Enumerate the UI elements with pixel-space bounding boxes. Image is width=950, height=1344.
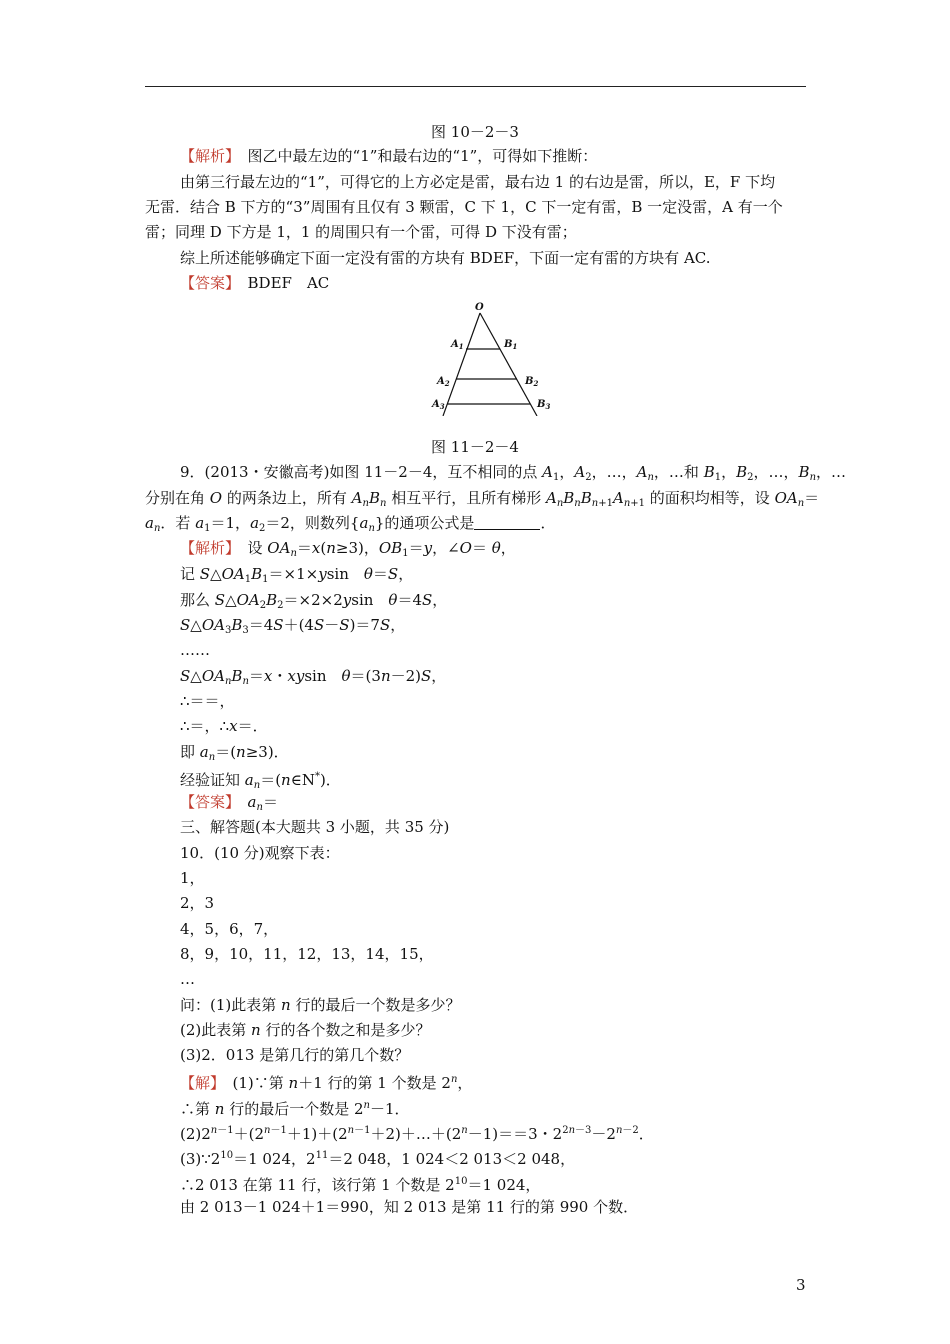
triangle-figure bbox=[425, 298, 560, 416]
answer-blank bbox=[474, 515, 540, 530]
table-row: … bbox=[180, 970, 195, 988]
label-a2: $A_2$ bbox=[437, 376, 450, 388]
answer-tag: 【答案】 bbox=[180, 793, 233, 811]
question-part: 问：(1)此表第 n 行的最后一个数是多少？ bbox=[180, 996, 461, 1014]
question-9-line2: 分别在角 O 的两条边上，所有 $A_nB_n$ 相互平行，且所有梯形 $A_nB_nB_{n+1}A_{n+1}$ 的面积均相等，设 $OA_n=$ bbox=[145, 489, 820, 509]
page-number: 3 bbox=[796, 1276, 806, 1294]
table-row: 4，5，6，7， bbox=[180, 920, 279, 938]
math-line: $S\triangle OA_3B_3=4S+(4S-S)=7S$， bbox=[180, 616, 406, 636]
solution-line: 【解】 (1)∵第 n＋1 行的第 1 个数是 2$^n$， bbox=[180, 1074, 473, 1092]
label-a1: $A_1$ bbox=[451, 339, 464, 351]
analysis-line: 【解析】 设 $OA_n=x(n\ge 3)$，$OB_1=y$，∠O＝ θ， bbox=[180, 539, 516, 559]
text-line: 无雷．结合 B 下方的“3”周围有且仅有 3 颗雷，C 下 1，C 下一定有雷，B 一定没雷，A 有一个 bbox=[145, 198, 783, 216]
figure-caption: 图 11－2－4 bbox=[431, 438, 519, 456]
math-line: 即 $a_n=(n\ge 3)$． bbox=[180, 743, 289, 763]
answer-tag: 【答案】 bbox=[180, 274, 233, 292]
solution-line: $(2)2^{n-1}+(2^{n-1}+1)+(2^{n-1}+2)+\dots+(2^n-1)==3$・$2^{2n-3}-2^{n-2}$． bbox=[180, 1125, 654, 1143]
label-b3: $B_3$ bbox=[537, 399, 551, 411]
math-line: 记 $S\triangle OA_1B_1=\times 1\times ysin$ θ＝S， bbox=[180, 565, 414, 585]
math-line: 那么 $S\triangle OA_2B_2=\times 2\times 2ysin$ θ＝4S， bbox=[180, 591, 448, 611]
question-9-line1: 9．(2013・安徽高考)如图 11－2－4，互不相同的点 $A_1$，$A_2$，…，$A_n$，…和 $B_1$，$B_2$，…，$B_n$，… bbox=[180, 463, 847, 483]
text-line: 综上所述能够确定下面一定没有雷的方块有 BDEF，下面一定有雷的方块有 AC. bbox=[180, 249, 711, 267]
analysis-tag: 【解析】 bbox=[180, 539, 233, 557]
question-9-line3: $a_n$．若 $a_1=1$，$a_2=2$，则数列$\{a_n\}$的通项公式是 ． bbox=[145, 514, 556, 534]
solution-line: ∴第 n 行的最后一个数是 $2^n-1$． bbox=[180, 1100, 410, 1118]
table-row: 2，3 bbox=[180, 894, 215, 912]
table-row: 1， bbox=[180, 869, 205, 887]
label-b1: $B_1$ bbox=[504, 339, 518, 351]
math-line: ∴＝，∴x＝． bbox=[180, 717, 268, 735]
text-line: 雷；同理 D 下方是 1，1 的周围只有一个雷，可得 D 下没有雷； bbox=[145, 223, 577, 241]
label-b2: $B_2$ bbox=[525, 376, 539, 388]
figure-caption: 图 10－2－3 bbox=[431, 123, 519, 141]
analysis-tag: 【解析】 bbox=[180, 147, 233, 165]
answer-line: 【答案】 BDEF AC bbox=[180, 274, 330, 292]
header-rule bbox=[145, 86, 806, 87]
question-10-title: 10．(10 分)观察下表： bbox=[180, 844, 340, 862]
solution-tag: 【解】 bbox=[180, 1074, 218, 1092]
solution-line: ∴2 013 在第 11 行，该行第 1 个数是 $2^{10}=1$ 024， bbox=[180, 1176, 541, 1194]
section-heading: 三、解答题(本大题共 3 小题，共 35 分) bbox=[180, 818, 450, 836]
label-o: O bbox=[475, 302, 484, 313]
question-part: (2)此表第 n 行的各个数之和是多少？ bbox=[180, 1021, 431, 1039]
math-line: ∴＝＝， bbox=[180, 692, 235, 710]
text-line: 由第三行最左边的“1”，可得它的上方必定是雷，最右边 1 的右边是雷，所以，E，F 下均 bbox=[180, 173, 776, 191]
label-a3: $A_3$ bbox=[432, 399, 445, 411]
math-line: …… bbox=[180, 641, 210, 659]
solution-line: 由 2 013－1 024＋1＝990，知 2 013 是第 11 行的第 990 个数． bbox=[180, 1198, 639, 1216]
answer-line: 【答案】 $a_n=$ bbox=[180, 793, 278, 813]
table-row: 8，9，10，11，12，13，14，15， bbox=[180, 945, 434, 963]
math-line: $S\triangle OA_nB_n=x$・xysin θ＝(3n－2)S， bbox=[180, 667, 447, 687]
analysis-paragraph: 【解析】 图乙中最左边的“1”和最右边的“1”，可得如下推断： bbox=[180, 147, 598, 165]
math-line: 经验证知 $a_n=(n\in N^*)$． bbox=[180, 771, 341, 791]
solution-line: $(3)\because 2^{10}=1$ 024，$2^{11}=2$ 048，1 024＜2 013＜2 048， bbox=[180, 1150, 576, 1168]
question-part: (3)2．013 是第几行的第几个数？ bbox=[180, 1046, 410, 1064]
